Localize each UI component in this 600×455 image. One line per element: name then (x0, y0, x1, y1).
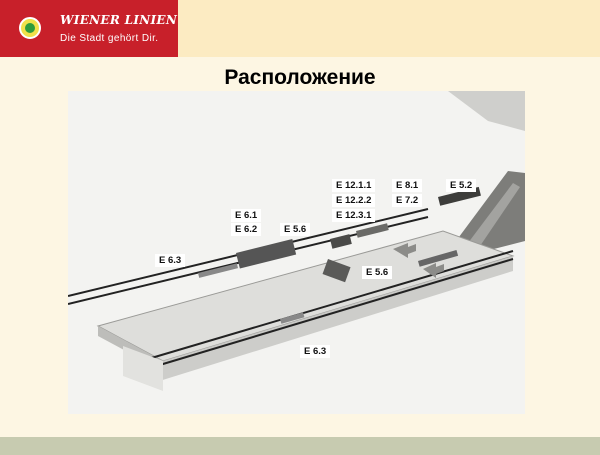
platform-slab (98, 231, 513, 361)
label-e-6-2: E 6.2 (231, 223, 261, 236)
station-layout-diagram (68, 91, 525, 414)
label-e-12-3-1: E 12.3.1 (332, 209, 375, 222)
label-e-8-1: E 8.1 (392, 179, 422, 192)
label-e-5-6-top: E 5.6 (280, 223, 310, 236)
label-e-6-3-bottom: E 6.3 (300, 345, 330, 358)
header-band (178, 0, 600, 57)
brand-logo-panel (0, 0, 178, 57)
label-e-5-6-lower: E 5.6 (362, 266, 392, 279)
label-e-12-1-1: E 12.1.1 (332, 179, 375, 192)
brand-slogan: Die Stadt gehört Dir. (60, 33, 159, 44)
structure-top-right (448, 91, 525, 131)
equipment-block-1 (236, 239, 296, 269)
logo-emblem-icon (19, 17, 41, 39)
label-e-6-3-left: E 6.3 (155, 254, 185, 267)
page-title: Расположение (224, 66, 376, 89)
label-e-6-1: E 6.1 (231, 209, 261, 222)
label-e-5-2: E 5.2 (446, 179, 476, 192)
brand-name: WIENER LINIEN (60, 13, 178, 27)
label-e-12-2-2: E 12.2.2 (332, 194, 375, 207)
station-drawing (68, 91, 525, 414)
footer-band (0, 437, 600, 455)
equipment-block-2 (330, 234, 352, 249)
label-e-7-2: E 7.2 (392, 194, 422, 207)
